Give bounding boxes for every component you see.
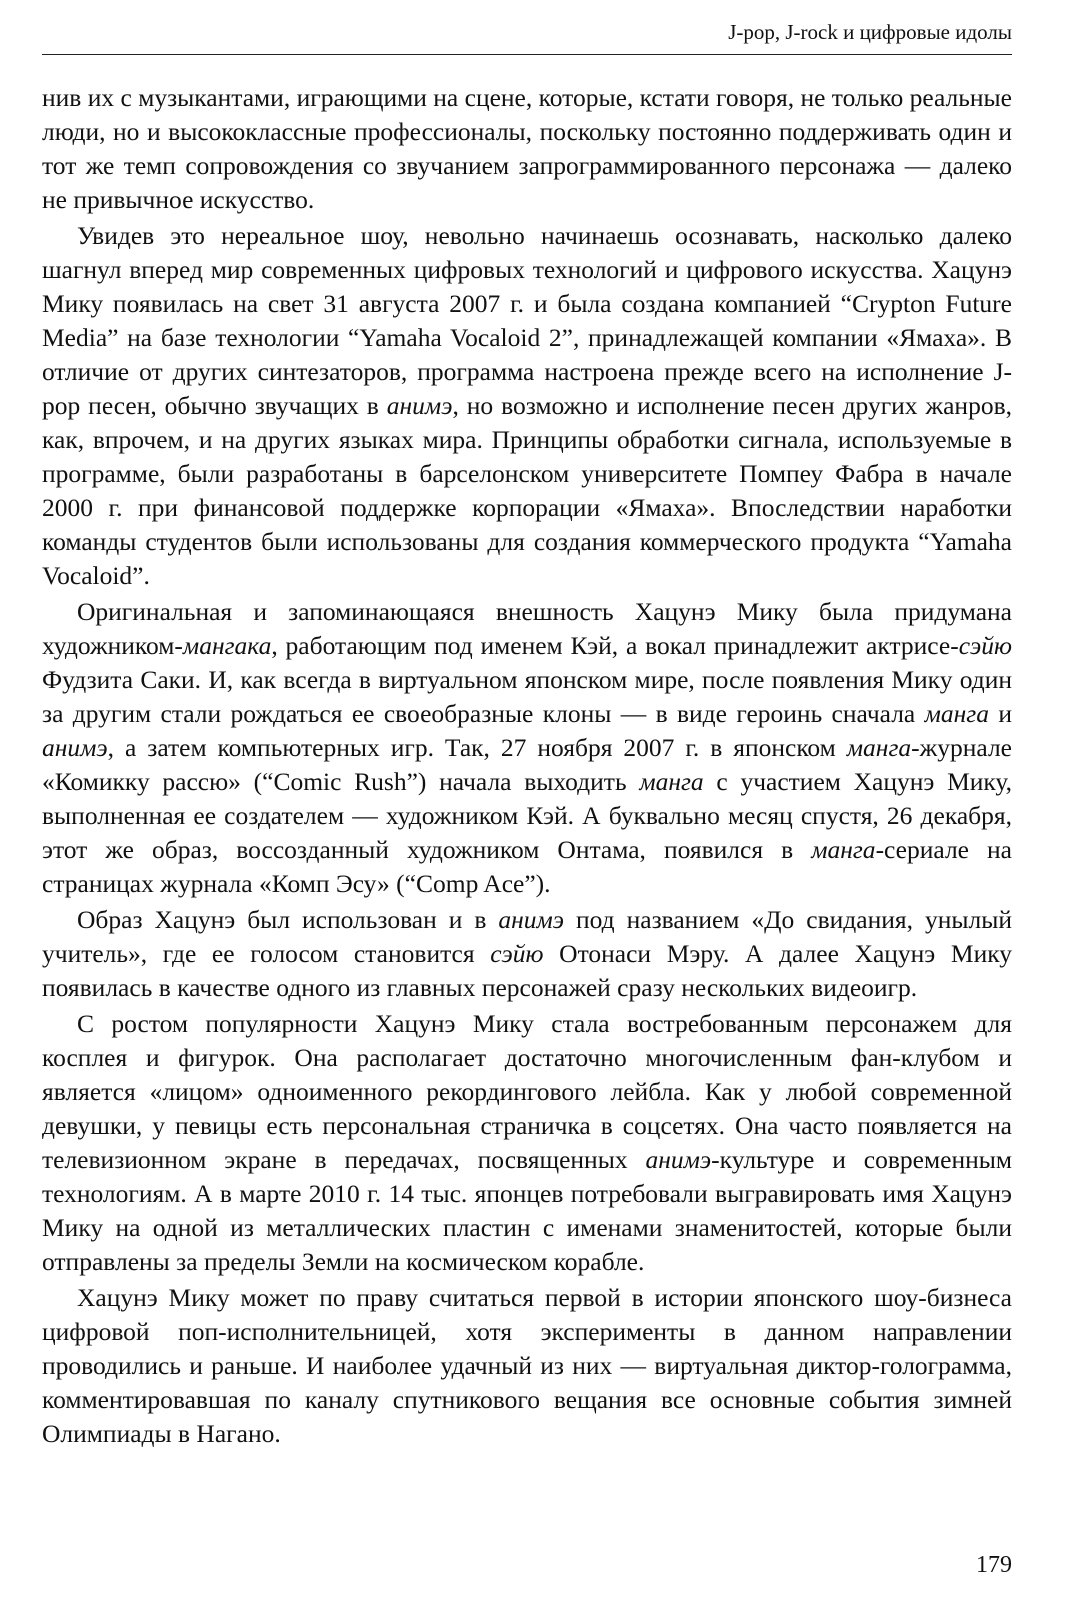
page-number: 179 <box>976 1552 1012 1578</box>
paragraph <box>42 903 1012 1005</box>
text-run: , а затем компьютерных игр. Так, 27 ноября 2007 г. в японском <box>107 733 847 762</box>
text-run: Образ Хацунэ был использован и в <box>77 905 499 934</box>
text-run: , работающим под именем Кэй, а вокал принадлежит актрисе- <box>271 631 959 660</box>
italic-term: сэйю <box>490 939 544 968</box>
text-run: под названием «До свидания, унылый учитель», где ее голосом становится <box>42 905 1012 968</box>
text-run: Хацунэ Мику может по праву считаться первой в истории японского шоу-бизнеса цифровой поп-исполнительницей, хотя эксперименты в данном направлении проводились и раньше. И наиболее удачный из них — виртуальная диктор-голограмма, комментировавшая по каналу спутникового вещания все основные события зимней Олимпиады в Нагано. <box>42 1283 1012 1448</box>
running-header <box>42 18 1012 55</box>
book-page <box>42 18 1012 1588</box>
text-run: -сериале на страницах журнала «Комп Эсу» (“Comp Ace”). <box>42 835 1012 898</box>
paragraph <box>42 81 1012 217</box>
paragraph <box>42 595 1012 901</box>
text-run: нив их с музыкантами, играющими на сцене, которые, кстати говоря, не только реальные люди, но и высококлассные профессионалы, поскольку постоянно поддерживать один и тот же темп сопровождения со звучанием запрограммированного персонажа — далеко не привычное искусство. <box>42 83 1012 214</box>
body-text <box>42 81 1012 1451</box>
italic-term: манга <box>639 767 704 796</box>
italic-term: манга <box>846 733 912 762</box>
text-run: Оригинальная и запоминающаяся внешность Хацунэ Мику была придумана художником- <box>42 597 1012 660</box>
text-run: -журнале «Комикку рассю» (“Comic Rush”) начала выходить <box>42 733 1012 796</box>
text-run: Отонаси Мэру. А далее Хацунэ Мику появилась в качестве одного из главных персонажей сразу нескольких видеоигр. <box>42 939 1012 1002</box>
running-title: J-pop, J-rock и цифровые идолы <box>728 20 1012 44</box>
italic-term: анимэ <box>645 1145 712 1174</box>
text-run: -культуре и современным технологиям. А в марте 2010 г. 14 тыс. японцев потребовали выгравировать имя Хацунэ Мику на одной из металлических пластин с именами знаменитостей, которые были отправлены за пределы Земли на космическом корабле. <box>42 1145 1013 1276</box>
italic-term: анимэ <box>386 391 453 420</box>
paragraph <box>42 1281 1012 1451</box>
text-run: , но возможно и исполнение песен других жанров, как, впрочем, и на других языках мира. Принципы обработки сигнала, используемые в программе, были разработаны в барселонском университете Помпеу Фабра в начале 2000 г. при финансовой поддержке корпорации «Ямаха». Впоследствии наработки команды студентов были использованы для создания коммерческого продукта “Yamaha Vocaloid”. <box>42 391 1012 590</box>
paragraph <box>42 219 1012 593</box>
text-run: Фудзита Саки. И, как всегда в виртуальном японском мире, после появления Мику один за другим стали рождаться ее своеобразные клоны — в виде героинь сначала <box>42 665 1012 728</box>
italic-term: манга <box>811 835 876 864</box>
italic-term: сэйю <box>958 631 1012 660</box>
italic-term: анимэ <box>498 905 565 934</box>
paragraph <box>42 1007 1012 1279</box>
italic-term: манга <box>924 699 989 728</box>
italic-term: анимэ <box>42 733 108 762</box>
italic-term: мангака <box>182 631 272 660</box>
text-run: с участием Хацунэ Мику, выполненная ее создателем — художником Кэй. А буквально месяц спустя, 26 декабря, этот же образ, воссозданный художником Онтама, появился в <box>42 767 1012 864</box>
text-run: Увидев это нереальное шоу, невольно начинаешь осознавать, насколько далеко шагнул вперед мир современных цифровых технологий и цифрового искусства. Хацунэ Мику появилась на свет 31 августа 2007 г. и была создана компанией “Crypton Future Media” на базе технологии “Yamaha Vocaloid 2”, принадлежащей компании «Ямаха». В отличие от других синтезаторов, программа настроена прежде всего на исполнение J-pop песен, обычно звучащих в <box>42 221 1012 420</box>
text-run: и <box>988 699 1012 728</box>
text-run: С ростом популярности Хацунэ Мику стала востребованным персонажем для косплея и фигурок. Она располагает достаточно многочисленным фан-клубом и является «лицом» одноименного рекордингового лейбла. Как у любой современной девушки, у певицы есть персональная страничка в соцсетях. Она часто появляется на телевизионном экране в передачах, посвященных <box>42 1009 1012 1174</box>
